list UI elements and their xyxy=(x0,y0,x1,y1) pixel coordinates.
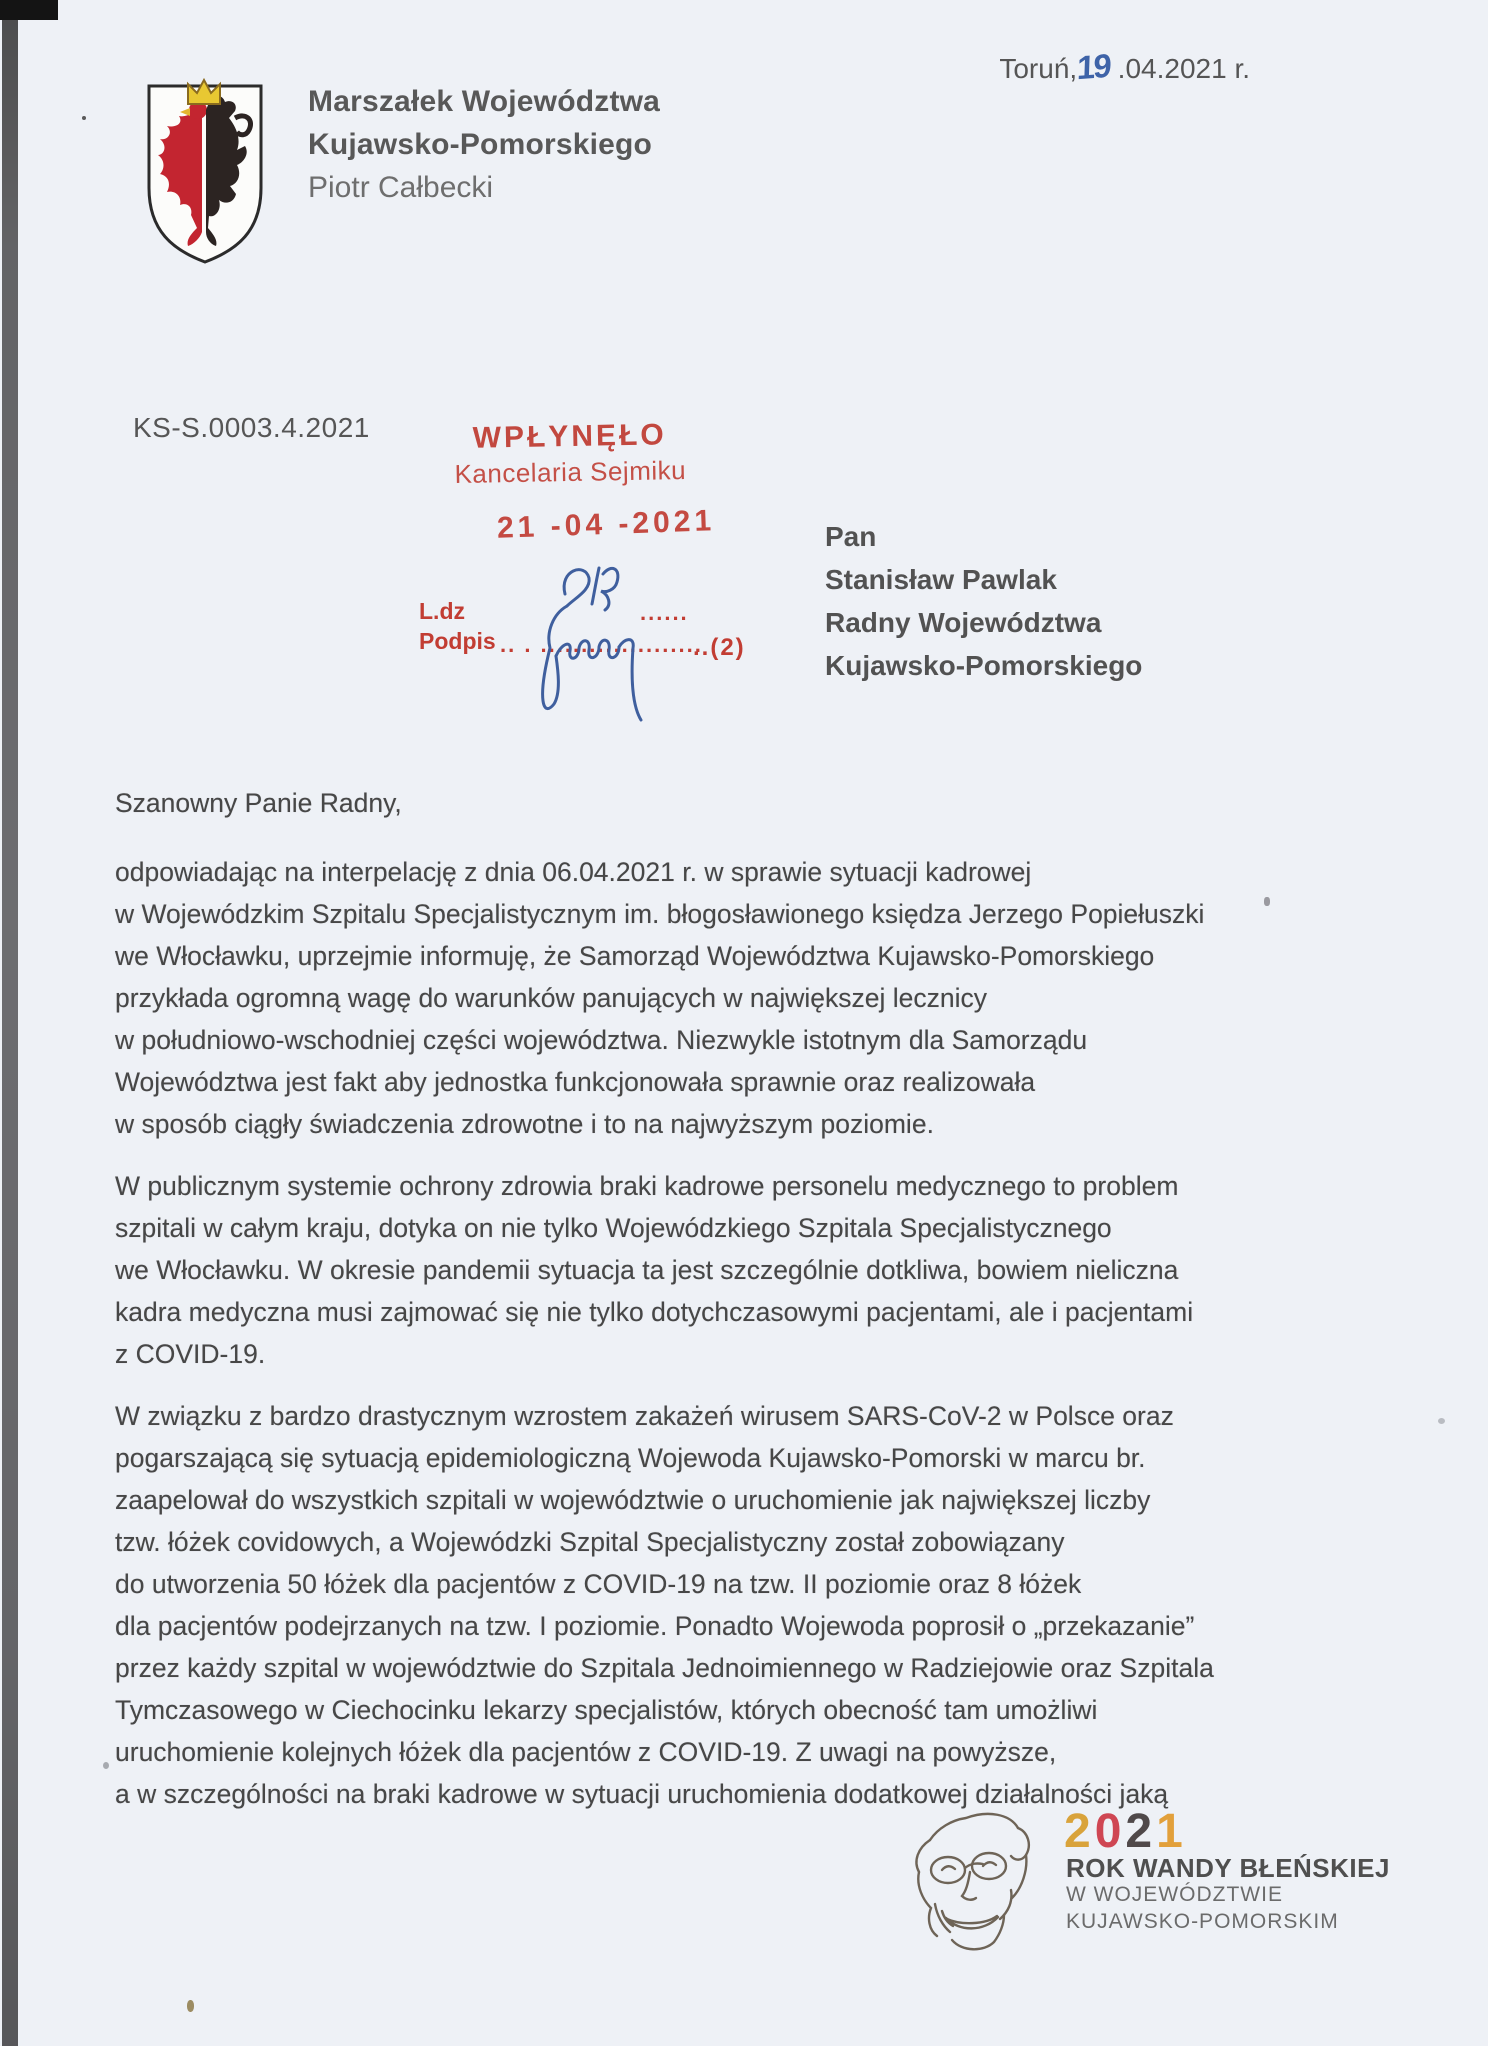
paper-speck xyxy=(82,116,86,120)
text-line: do utworzenia 50 łóżek dla pacjentów z COVID-19 na tzw. II poziomie oraz 8 łóżek xyxy=(115,1569,1082,1599)
text-line: W związku z bardzo drastycznym wzrostem zakażeń wirusem SARS-CoV-2 w Polsce oraz xyxy=(115,1401,1174,1431)
stamp-signature-dots: .. . .................... xyxy=(500,632,703,657)
text-line: W publicznym systemie ochrony zdrowia braki kadrowe personelu medycznego to problem xyxy=(115,1171,1179,1201)
stamp-signature-label: Podpis xyxy=(419,628,496,654)
footer-year-digit: 2 xyxy=(1064,1805,1095,1858)
place-and-date: Toruń,19 .04.2021 r. xyxy=(999,46,1250,87)
text-line: zaapelował do wszystkich szpitali w województwie o uruchomienie jak największej liczby xyxy=(115,1485,1151,1515)
paper-speck xyxy=(103,1762,109,1769)
text-line: Województwa jest fakt aby jednostka funkcjonowała sprawnie oraz realizowała xyxy=(115,1067,1036,1097)
stamp-office-label: Kancelaria Sejmiku xyxy=(454,454,687,490)
text-line: kadra medyczna musi zajmować się nie tylko dotychczasowymi pacjentami, ale i pacjentami xyxy=(115,1297,1194,1327)
paper-speck xyxy=(187,2000,194,2012)
wanda-blenska-sketch xyxy=(898,1798,1054,1978)
text-line: w południowo-wschodniej części województwa. Niezwykle istotnym dla Samorządu xyxy=(115,1025,1088,1055)
registry-stamp xyxy=(439,418,700,491)
text-line: przez każdy szpital w województwie do Szpitala Jednoimiennego w Radziejowie oraz Szpitala xyxy=(115,1653,1214,1683)
footer-campaign-sub1: W WOJEWÓDZTWIE xyxy=(1066,1883,1283,1906)
text-line: odpowiadając na interpelację z dnia 06.04.2021 r. w sprawie sytuacji kadrowej xyxy=(115,857,1032,887)
text-line: Tymczasowego w Ciechocinku lekarzy specjalistów, których obecność tam umożliwi xyxy=(115,1695,1098,1725)
salutation: Szanowny Panie Radny, xyxy=(115,788,402,818)
text-line: uruchomienie kolejnych łóżek dla pacjentów z COVID-19. Z uwagi na powyższe, xyxy=(115,1737,1057,1767)
text-line: w Wojewódzkim Szpitalu Specjalistycznym im. błogosławionego księdza Jerzego Popiełuszki xyxy=(115,899,1205,929)
footer-year-digit: 1 xyxy=(1156,1805,1187,1858)
text-line: szpitali w całym kraju, dotyka on nie tylko Wojewódzkiego Szpitala Specjalistycznego xyxy=(115,1213,1112,1243)
footer-year xyxy=(1064,1804,1187,1859)
voivodeship-coat-of-arms xyxy=(140,76,270,266)
text-line: Kujawsko-Pomorskiego xyxy=(825,650,1143,681)
text-line: Pan xyxy=(825,521,877,552)
stamp-signature-suffix: ..(2) xyxy=(693,634,746,661)
paragraph-3 xyxy=(115,1395,1325,1815)
footer-year-digit: 2 xyxy=(1125,1805,1157,1858)
letterhead-office-line1: Marszałek Województwa xyxy=(308,85,661,118)
footer-year-digit: 0 xyxy=(1094,1805,1126,1858)
text-line: a w szczególności na braki kadrowe w sytuacji uruchomienia dodatkowej działalności jaką xyxy=(115,1779,1169,1809)
paragraph-2 xyxy=(115,1165,1325,1375)
letterhead xyxy=(308,80,660,209)
text-line: z COVID-19. xyxy=(115,1339,266,1369)
footer-campaign-sub2: KUJAWSKO-POMORSKIM xyxy=(1066,1910,1339,1933)
paper-speck xyxy=(1438,1418,1445,1424)
text-line: pogarszającą się sytuacją epidemiologiczną Wojewoda Kujawsko-Pomorski w marcu br. xyxy=(115,1443,1146,1473)
scan-edge-artifact xyxy=(2,0,18,2046)
text-line: we Włocławku. W okresie pandemii sytuacja ta jest szczególnie dotkliwa, bowiem nieliczna xyxy=(115,1255,1179,1285)
footer-campaign-title: ROK WANDY BŁEŃSKIEJ xyxy=(1066,1853,1390,1883)
stamp-ldz-label: L.dz xyxy=(419,598,465,624)
stamp-received-label: WPŁYNĘŁO xyxy=(472,418,667,455)
text-line: w sposób ciągły świadczenia zdrowotne i to na najwyższym poziomie. xyxy=(115,1109,934,1139)
text-line: we Włocławku, uprzejmie informuję, że Samorząd Województwa Kujawsko-Pomorskiego xyxy=(115,941,1155,971)
text-line: Stanisław Pawlak xyxy=(825,564,1057,595)
letter-body xyxy=(115,782,1325,1835)
text-line: dla pacjentów podejrzanych na tzw. I poziomie. Ponadto Wojewoda poprosił o „przekazanie” xyxy=(115,1611,1195,1641)
handwritten-day: 19 xyxy=(1076,46,1111,87)
crown xyxy=(188,80,220,104)
stamp-ldz-dots: ...... xyxy=(640,600,689,625)
paragraph-1 xyxy=(115,851,1325,1145)
handwritten-signature xyxy=(505,552,735,727)
text-line: przykłada ogromną wagę do warunków panujących w największej lecznicy xyxy=(115,983,987,1013)
stamp-date: 21 -04 -2021 xyxy=(496,504,716,545)
letterhead-office-line2: Kujawsko-Pomorskiego xyxy=(308,128,653,161)
scan-corner-artifact xyxy=(0,0,58,20)
reference-number: KS-S.0003.4.2021 xyxy=(133,412,370,443)
recipient-block xyxy=(825,515,1142,687)
letterhead-person: Piotr Całbecki xyxy=(308,171,494,204)
text-line: Radny Województwa xyxy=(825,607,1102,638)
text-line: tzw. łóżek covidowych, a Wojewódzki Szpital Specjalistyczny został zobowiązany xyxy=(115,1527,1065,1557)
